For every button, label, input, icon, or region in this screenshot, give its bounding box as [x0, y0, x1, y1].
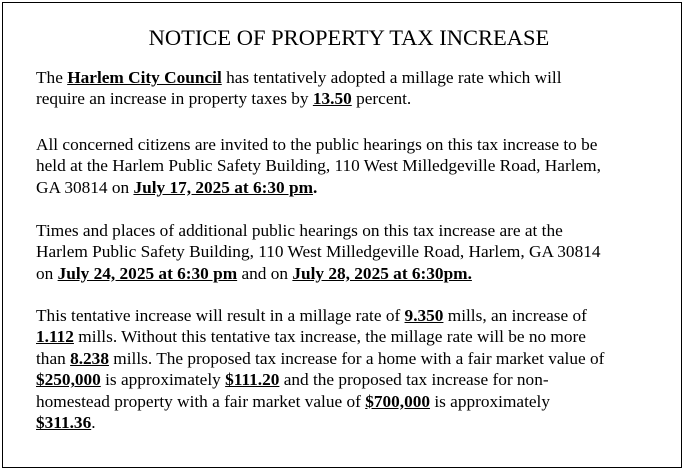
text: The [36, 68, 68, 87]
text: . [91, 413, 96, 433]
paragraph-adoption [36, 67, 676, 110]
line [36, 326, 676, 347]
text: require an increase in property taxes by [36, 89, 313, 109]
paragraph-hearing [36, 134, 676, 198]
text: GA 30814 on [36, 177, 134, 197]
line: All concerned citizens are invited to the public hearings on this tax increase to be [36, 135, 598, 154]
council-name: Harlem City Council [67, 68, 222, 87]
line [36, 67, 676, 88]
line [36, 263, 676, 284]
line: Times and places of additional public hearings on this tax increase are at the [36, 221, 563, 240]
line [36, 348, 676, 369]
text: is approximately [100, 370, 226, 390]
increase-percent: 13.50 [312, 89, 352, 109]
nonhomestead-market-value: $700,000 [365, 391, 430, 411]
line [36, 305, 676, 326]
text: and on [237, 263, 293, 283]
text: and the proposed tax increase for non- [279, 370, 549, 390]
text: mills, an increase of [443, 306, 587, 325]
line: held at the Harlem Public Safety Building, 110 West Milledgeville Road, Harlem, [36, 156, 601, 176]
notice-title: NOTICE OF PROPERTY TAX INCREASE [148, 25, 550, 50]
line [36, 177, 676, 198]
millage-rate: 9.350 [404, 306, 444, 325]
line: Harlem Public Safety Building, 110 West Milledgeville Road, Harlem, GA 30814 [36, 242, 601, 262]
text: . [313, 177, 318, 197]
paragraph-millage-details [36, 305, 676, 433]
text: This tentative increase will result in a millage rate of [36, 306, 405, 325]
hearing-date-1: July 17, 2025 at 6:30 pm [133, 177, 313, 197]
hearing-date-2: July 24, 2025 at 6:30 pm [57, 263, 238, 283]
text: than [36, 348, 71, 368]
text: percent. [351, 89, 412, 109]
text: homestead property with a fair market value of [36, 391, 366, 411]
rollback-rate: 8.238 [70, 348, 109, 368]
home-tax-increase: $111.20 [225, 370, 280, 390]
paragraph-additional-hearings [36, 220, 676, 284]
text: is approximately [430, 391, 550, 411]
text: on [36, 263, 58, 283]
millage-increase: 1.112 [36, 327, 74, 347]
line [36, 88, 676, 109]
line [36, 391, 676, 412]
hearing-date-3: July 28, 2025 at 6:30pm. [292, 263, 472, 283]
nonhomestead-tax-increase: $311.36 [36, 413, 92, 433]
text: mills. The proposed tax increase for a home with a fair market value of [108, 348, 605, 368]
line [36, 412, 676, 433]
text: mills. Without this tentative tax increase, the millage rate will be no more [73, 327, 586, 347]
text: has tentatively adopted a millage rate which will [221, 68, 562, 87]
home-market-value: $250,000 [36, 370, 101, 390]
line [36, 369, 676, 390]
